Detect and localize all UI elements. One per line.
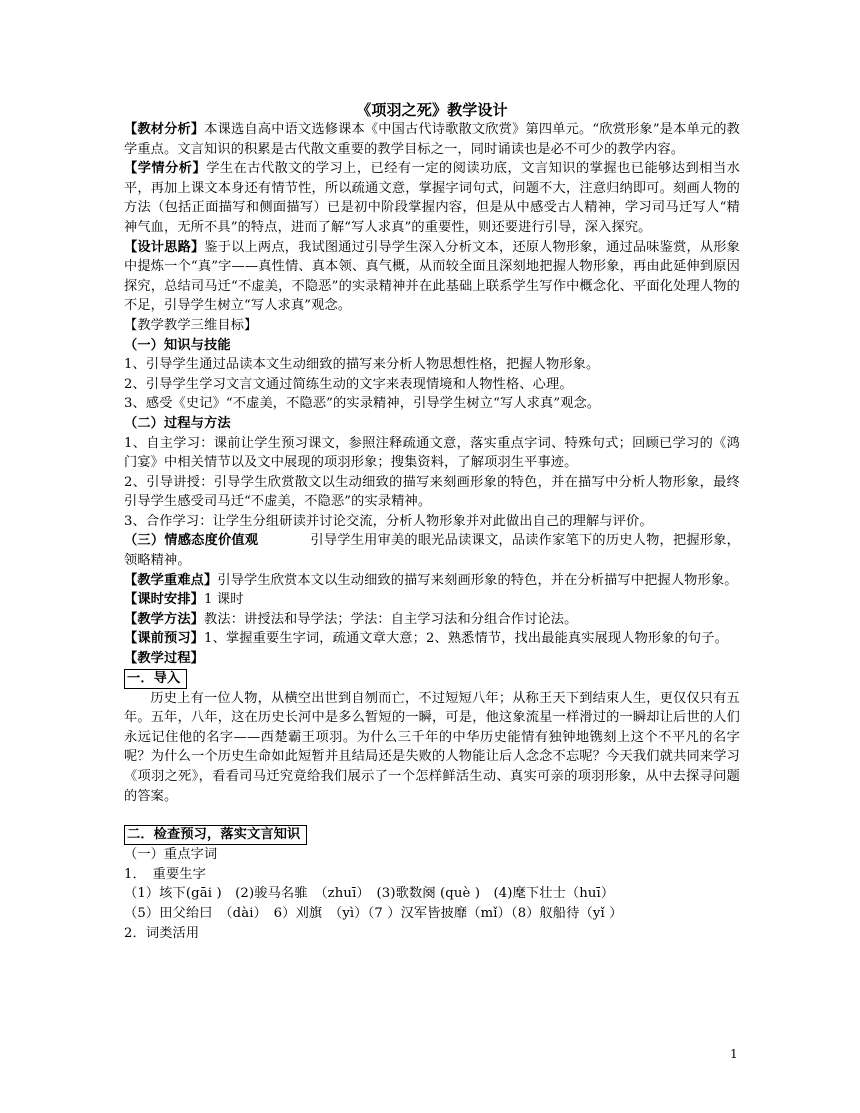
textbook-analysis-text: 本课选自高中语文选修课本《中国古代诗歌散文欣赏》第四单元。“欣赏形象”是本单元的教学重点。文言知识的积累是古代散文重要的教学目标之一，同时诵读也是必不可少的教学内容。 xyxy=(124,122,740,157)
emotion-heading: （三）情感态度价值观 xyxy=(124,533,259,549)
spacer xyxy=(124,806,740,825)
preview xyxy=(124,629,740,649)
section2-item1: 1． 重要生字 xyxy=(124,866,206,882)
preview-label: 【课前预习】 xyxy=(124,631,205,647)
knowledge-item: 3、感受《史记》“不虚美，不隐恶”的实录精神，引导学生树立“写人求真”观念。 xyxy=(124,396,601,412)
document-page xyxy=(124,100,740,943)
methods-label: 【教学方法】 xyxy=(124,611,205,627)
goals-heading: 【教学教学三维目标】 xyxy=(124,317,258,333)
process-item: 1、自主学习：课前让学生预习课文，参照注释疏通文意，落实重点字词、特殊句式；回顾已学习的《鸿门宴》中相关情节以及文中展现的项羽形象；搜集资料，了解项羽生平事迹。 xyxy=(124,435,740,471)
knowledge-heading: （一）知识与技能 xyxy=(124,337,231,353)
textbook-analysis xyxy=(124,120,740,159)
schedule xyxy=(124,590,740,610)
section1-heading: 一．导入 xyxy=(124,669,187,689)
document-title: 《项羽之死》教学设计 xyxy=(356,101,508,119)
section1-heading-line xyxy=(124,669,740,689)
emotion-paragraph xyxy=(124,531,740,570)
process-item: 2、引导讲授：引导学生欣赏散文以生动细致的描写来刻画形象的特色，并在描写中分析人物形象，最终引导学生感受司马迁“不虚美，不隐恶”的实录精神。 xyxy=(124,474,740,510)
emotion-text: 引导学生用审美的眼光品读课文，品读作家笔下的历史人物，把握形象，领略精神。 xyxy=(124,533,741,569)
section2-heading-line xyxy=(124,825,740,845)
process-heading: （二）过程与方法 xyxy=(124,415,231,431)
methods xyxy=(124,610,740,630)
student-analysis-label: 【学情分析】 xyxy=(124,161,207,177)
design-idea-label: 【设计思路】 xyxy=(124,239,205,255)
textbook-analysis-label: 【教材分析】 xyxy=(124,122,205,137)
schedule-text: 1 课时 xyxy=(204,592,244,608)
methods-text: 教法：讲授法和导学法；学法：自主学习法和分组合作讨论法。 xyxy=(204,611,578,627)
student-analysis xyxy=(124,159,740,237)
schedule-label: 【课时安排】 xyxy=(124,592,205,608)
page-number: 1 xyxy=(730,1047,738,1061)
preview-text: 1、掌握重要生字词，疏通文章大意；2、熟悉情节，找出最能真实展现人物形象的句子。 xyxy=(204,631,728,647)
key-points xyxy=(124,571,740,591)
design-idea xyxy=(124,238,740,316)
key-points-label: 【教学重难点】 xyxy=(124,572,218,588)
section2-chars-line: （1）垓下(gāi ) (2)骏马名骓 （zhuī） (3)歌数阕 (què ) (4)麾下壮士（huī） xyxy=(124,886,615,902)
section1-text: 历史上有一位人物，从横空出世到自刎而亡，不过短短八年；从称王天下到结束人生，更仅仅只有五年。五年，八年，这在历史长河中是多么暂短的一瞬，可是，他这象流星一样滑过的一瞬却让后世的人们永远记住他的名字——西楚霸王项羽。为什么三千年的中华历史能情有独钟地镌刻上这个不平凡的名字呢？为什么一个历史生命如此短暂并且结局还是失败的人物能让后人念念不忘呢？今天我们就共同来学习《项羽之死》，看看司马迁究竟给我们展示了一个怎样鲜活生动、真实可亲的项羽形象，从中去探寻问题的答案。 xyxy=(124,690,740,804)
knowledge-item: 2、引导学生学习文言文通过简练生动的文字来表现情境和人物性格、心理。 xyxy=(124,376,573,392)
design-idea-text: 鉴于以上两点，我试图通过引导学生深入分析文本，还原人物形象，通过品味鉴赏，从形象中提炼一个“真”字——真性情、真本领、真气概，从而较全面且深刻地把握人物形象，再由此延伸到原因探究，总结司马迁“不虚美，不隐恶”的实录精神并在此基础上联系学生写作中概念化、平面化处理人物的不足，引导学生树立“写人求真”观念。 xyxy=(124,239,740,314)
process-item: 3、合作学习：让学生分组研读并讨论交流，分析人物形象并对此做出自己的理解与评价。 xyxy=(124,513,653,529)
student-analysis-text: 学生在古代散文的学习上，已经有一定的阅读功底，文言知识的掌握也已能够达到相当水平，再加上课文本身还有情节性，所以疏通文意，掌握字词句式，问题不大，注意归纳即可。刻画人物的方法（包括正面描写和侧面描写）已是初中阶段掌握内容，但是从中感受古人精神，学习司马迁写人“精神气血，无所不具”的特点，进而了解“写人求真”的重要性，则还要进行引导，深入探究。 xyxy=(124,161,740,235)
procedure-heading: 【教学过程】 xyxy=(124,651,205,667)
section2-sub1: （一）重点字词 xyxy=(124,847,218,863)
section2-item2: 2．词类活用 xyxy=(124,925,200,941)
section2-chars-line: （5）田父绐曰 （dài） 6）刈旗 （yì）（7 ）汉军皆披靡（mǐ）（8）舣船待（yǐ ） xyxy=(124,905,623,921)
section2-heading: 二．检查预习，落实文言知识 xyxy=(124,825,307,845)
knowledge-item: 1、引导学生通过品读本文生动细致的描写来分析人物思想性格，把握人物形象。 xyxy=(124,357,600,373)
key-points-text: 引导学生欣赏本文以生动细致的描写来刻画形象的特色，并在分析描写中把握人物形象。 xyxy=(217,572,738,588)
